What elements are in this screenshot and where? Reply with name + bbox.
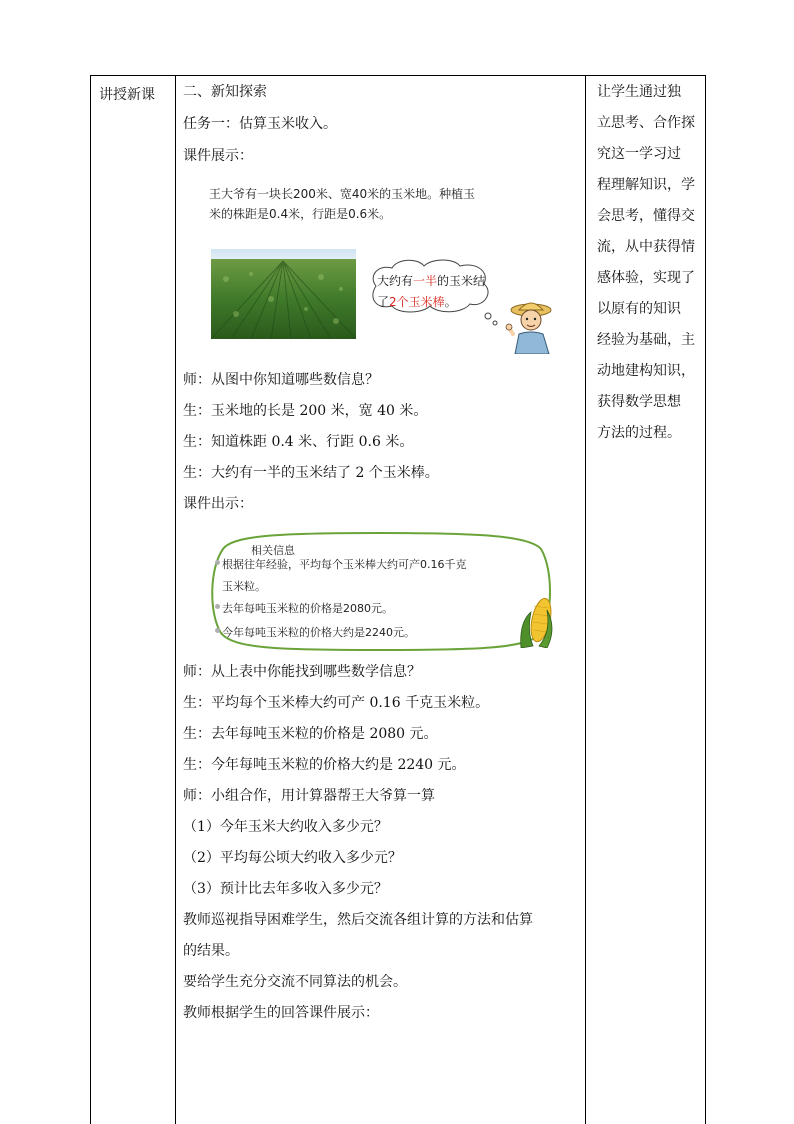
- note-line: 让学生通过独: [597, 84, 681, 100]
- note-line: 经验为基础，主: [597, 332, 695, 348]
- bullet-icon: [215, 604, 220, 609]
- note-line: 流，从中获得情: [597, 239, 695, 255]
- note-line: 立思考、合作探: [597, 115, 695, 131]
- farmer-icon: [505, 298, 553, 354]
- info-item: 今年每吨玉米粒的价格大约是2240元。: [222, 626, 415, 639]
- note-line: 获得数学思想: [597, 394, 681, 410]
- bubble-tail-icon: [483, 312, 503, 328]
- question-item: （1）今年玉米大约收入多少元？: [183, 819, 388, 835]
- info-item: 玉米粒。: [222, 580, 266, 593]
- bubble-line-2: 了2个玉米棒。: [377, 295, 457, 309]
- courseware-show-label: 课件出示：: [183, 496, 253, 512]
- lesson-table: [90, 75, 706, 1124]
- question-item: （2）平均每公顷大约收入多少元？: [183, 850, 402, 866]
- dialog-line: 教师巡视指导困难学生，然后交流各组计算的方法和估算: [183, 912, 533, 928]
- section-title: 二、新知探索: [183, 84, 267, 100]
- dialog-line: 生：去年每吨玉米粒的价格是 2080 元。: [183, 726, 438, 742]
- dialog-line: 生：玉米地的长是 200 米，宽 40 米。: [183, 403, 428, 419]
- note-line: 究这一学习过: [597, 146, 681, 162]
- note-line: 会思考，懂得交: [597, 208, 695, 224]
- note-line: 方法的过程。: [597, 425, 681, 441]
- note-line: 动地建构知识，: [597, 363, 695, 379]
- note-line: 感体验，实现了: [597, 270, 695, 286]
- bullet-icon: [215, 560, 220, 565]
- dialog-line: 师：从图中你知道哪些数信息？: [183, 372, 379, 388]
- column-divider-2: [585, 76, 586, 1124]
- problem-text-line: 米的株距是0.4米，行距是0.6米。: [209, 207, 392, 221]
- info-item: 去年每吨玉米粒的价格是2080元。: [222, 602, 393, 615]
- courseware-show-label: 课件展示：: [183, 148, 253, 164]
- note-line: 以原有的知识: [597, 301, 681, 317]
- corn-cob-icon: [517, 592, 557, 648]
- note-line: 程理解知识，学: [597, 177, 695, 193]
- bubble-line-1: 大约有一半的玉米结: [377, 274, 486, 288]
- dialog-line: 的结果。: [183, 943, 239, 959]
- info-title: 相关信息: [251, 544, 295, 557]
- bullet-icon: [215, 628, 220, 633]
- question-item: （3）预计比去年多收入多少元？: [183, 881, 388, 897]
- corn-field-photo: [211, 249, 356, 339]
- task-title: 任务一：估算玉米收入。: [183, 116, 337, 132]
- row-label: 讲授新课: [99, 87, 155, 103]
- info-item: 根据往年经验，平均每个玉米棒大约可产0.16千克: [222, 558, 467, 571]
- dialog-line: 生：今年每吨玉米粒的价格大约是 2240 元。: [183, 757, 466, 773]
- dialog-line: 生：知道株距 0.4 米、行距 0.6 米。: [183, 434, 414, 450]
- column-divider-1: [175, 76, 176, 1124]
- dialog-line: 生：大约有一半的玉米结了 2 个玉米棒。: [183, 465, 439, 481]
- dialog-line: 生：平均每个玉米棒大约可产 0.16 千克玉米粒。: [183, 695, 490, 711]
- problem-text-line: 王大爷有一块长200米、宽40米的玉米地。种植玉: [209, 187, 476, 201]
- dialog-line: 师：小组合作，用计算器帮王大爷算一算: [183, 788, 435, 804]
- dialog-line: 教师根据学生的回答课件展示：: [183, 1005, 379, 1021]
- dialog-line: 要给学生充分交流不同算法的机会。: [183, 974, 407, 990]
- dialog-line: 师：从上表中你能找到哪些数学信息？: [183, 664, 421, 680]
